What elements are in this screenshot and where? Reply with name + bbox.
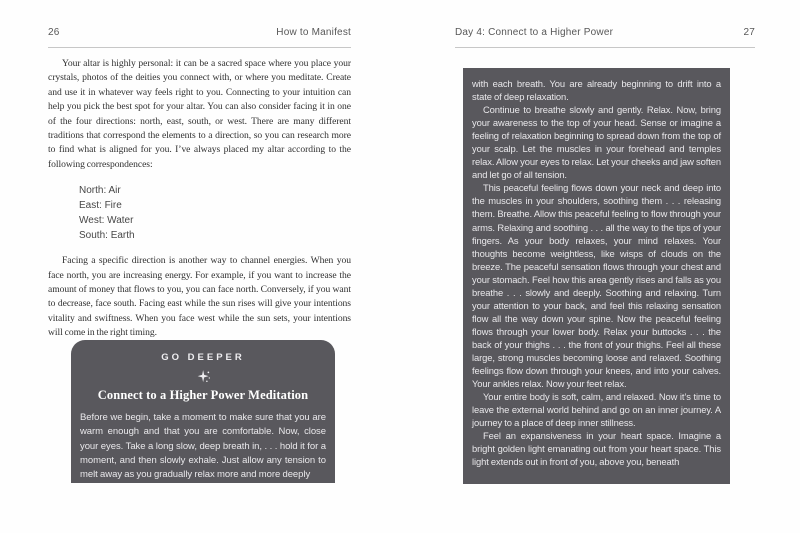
meditation-paragraph: Continue to breathe slowly and gently. Relax. Now, bring your awareness to the top of your head. Sense or imagine a feeling of relaxation beginning to spread down from the top of your scalp. Let the muscles in your forehead and temples relax. Allow your eyes to relax. Let your cheeks and jaw soften and let go of all tension.	[472, 104, 721, 181]
left-page-body	[48, 57, 351, 337]
meditation-paragraph: with each breath. You are already beginning to drift into a state of deep relaxation.	[472, 78, 721, 103]
running-head-right: Day 4: Connect to a Higher Power	[455, 27, 614, 38]
list-item: West: Water	[79, 215, 134, 227]
altar-paragraph: Your altar is highly personal: it can be a sacred space where you place your crystals, photos of the deities you connect with, or where you meditate. Create and use it in whatever way feels right to you. Connecting to your intuition can help you pick the best spot for your altar. You can also consider facing it in one of the four directions: north, east, south, or west. There are many different traditions that correspond the elements to a direction, so you can research more to find what is aligned for you. I’ve always placed my altar according to the following correspondences:	[48, 58, 351, 170]
meditation-paragraph: Your entire body is soft, calm, and relaxed. Now it’s time to leave the external world behind and go on an inner journey. A journey to a place of deep inner stillness.	[472, 391, 721, 429]
list-item: South: Earth	[79, 230, 135, 242]
correspondences-list	[79, 183, 351, 243]
page-number-right: 27	[743, 27, 755, 38]
meditation-paragraph: Feel an expansiveness in your heart space. Imagine a bright golden light emanating out from your heart space. This light extends out in front of you, above you, beneath	[472, 430, 721, 468]
list-item: North: Air	[79, 185, 121, 197]
sparkle-icon	[80, 369, 326, 384]
go-deeper-box	[71, 340, 335, 483]
running-head-left: How to Manifest	[276, 27, 351, 38]
meditation-paragraph: This peaceful feeling flows down your neck and deep into the muscles in your shoulders, soothing them . . . releasing them. Breathe. Allow this peaceful feeling to flow through your arms. Relaxing and soothing . . . all the way to the tips of your fingers. As your body relaxes, your mind relaxes. Your thoughts become weightless, like wisps of clouds on the breeze. The peaceful sensation flows through your chest and your stomach. Feel how this area gently rises and falls as you breathe . . . slowly and deeply. Soothing and relaxing. Turn your attention to your back, and feel this relaxing sensation flow all the way down your spine. Now the peaceful feeling flows through your lower body. Relax your buttocks . . . the back of your thighs . . . the front of your thighs. Feel all these large, strong muscles becoming loose and relaxed. Soothing feelings flow down through your knees, and into your calves. Your ankles relax. Now your feet relax.	[472, 182, 721, 390]
meditation-continuation-box	[463, 68, 730, 484]
meditation-title: Connect to a Higher Power Meditation	[97, 388, 309, 402]
meditation-intro: Before we begin, take a moment to make sure that you are warm enough and that you are comfortable. Now, close your eyes. Take a long slow, deep breath in, . . . hold it for a moment, and then slowly exhale. Just allow any tension to melt away as you gradually relax more and more deeply	[80, 412, 326, 481]
header-rule-left	[48, 47, 351, 48]
page-number-left: 26	[48, 27, 60, 38]
running-header-right	[455, 27, 755, 38]
list-item: East: Fire	[79, 200, 122, 212]
running-header-left	[48, 27, 351, 38]
go-deeper-kicker: GO DEEPER	[161, 352, 245, 363]
header-rule-right	[455, 47, 755, 48]
directions-paragraph: Facing a specific direction is another way to channel energies. When you face north, you are increasing energy. For example, if you want to increase the amount of money that flows to you, you can face north. Conversely, if you want to decrease, face south. Facing east while the sun rises will give your intentions vitality and swiftness. When you face west while the sun sets, your intentions will come in the right timing.	[48, 255, 351, 337]
